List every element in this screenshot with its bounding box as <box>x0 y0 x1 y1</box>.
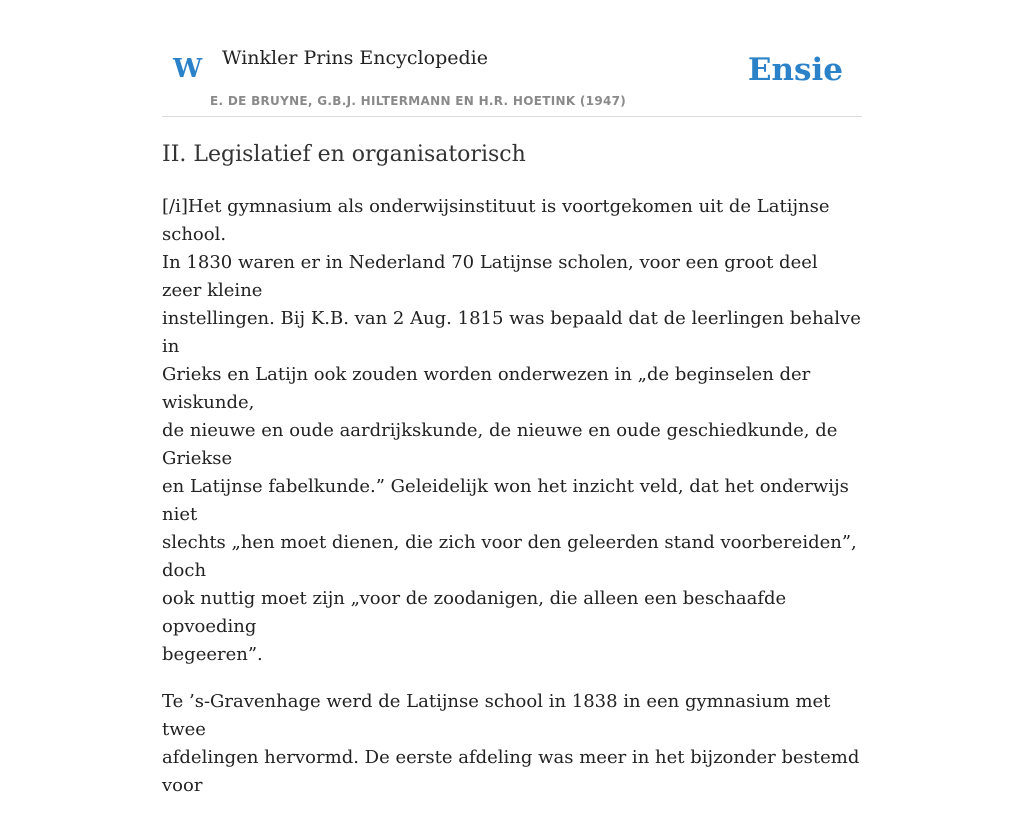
article-paragraph: [/i]Het gymnasium als onderwijsinstituut is voortgekomen uit de Latijnse school. In 1830 waren er in Nederland 70 Latijnse scholen, voor een groot deel zeer kleine instellingen. Bij K.B. van 2 Aug. 1815 was bepaald dat de leerlingen behalve in Grieks en Latijn ook zouden worden onderwezen in „de beginselen der wiskunde, de nieuwe en oude aardrijkskunde, de nieuwe en oude geschiedkunde, de Griekse en Latijnse fabelkunde.” Geleidelijk won het inzicht veld, dat het onderwijs niet slechts „hen moet dienen, die zich voor den geleerden stand voorbereiden”, doch ook nuttig moet zijn „voor de zoodanigen, die alleen een beschaafde opvoeding begeeren”. <box>162 196 861 665</box>
encyclopedia-logo-icon[interactable]: W <box>173 54 203 84</box>
site-header <box>162 0 862 117</box>
article-title: II. Legislatief en organisatorisch <box>162 142 526 167</box>
book-title[interactable]: Winkler Prins Encyclopedie <box>222 47 488 69</box>
article-paragraph: Te ’s-Gravenhage werd de Latijnse school in 1838 in een gymnasium met twee afdelingen hervormd. De eerste afdeling was meer in het bijzonder bestemd voor <box>162 691 860 796</box>
book-authors: E. DE BRUYNE, G.B.J. HILTERMANN EN H.R. HOETINK (1947) <box>210 94 627 108</box>
ensie-logo-link[interactable]: Ensie <box>747 52 843 88</box>
article-body <box>162 193 862 819</box>
